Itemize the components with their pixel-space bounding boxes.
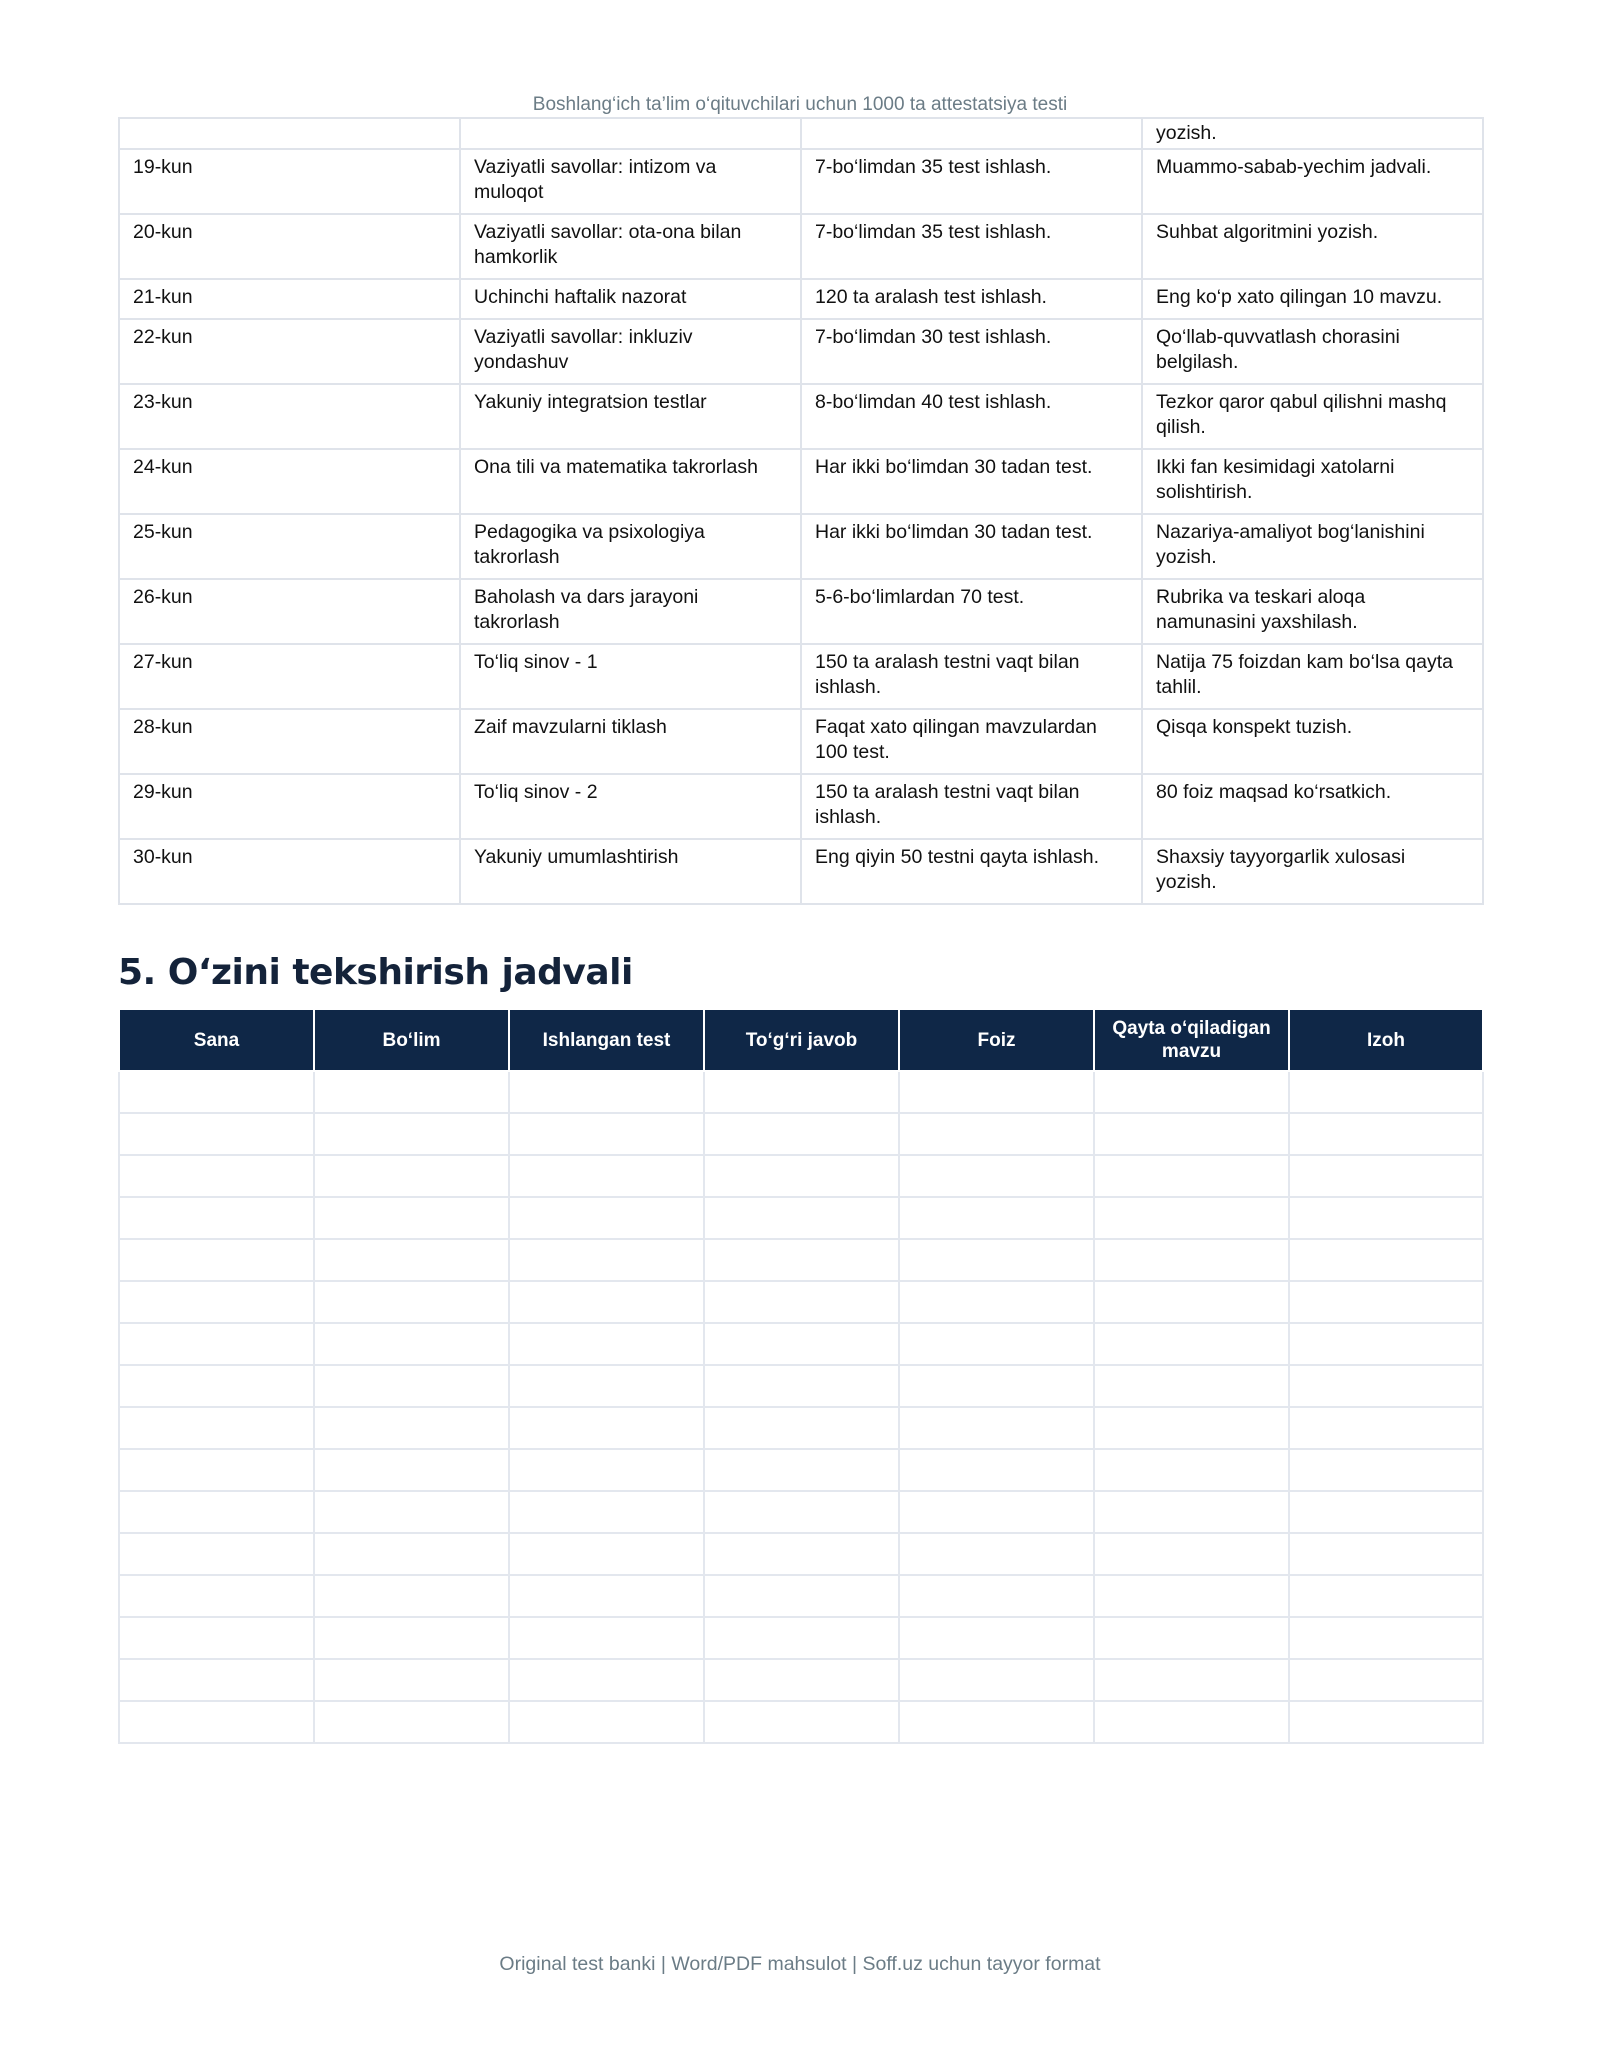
topic-cell: Zaif mavzularni tiklash — [460, 709, 801, 774]
page-footer: Original test banki | Word/PDF mahsulot | Soff.uz uchun tayyor format — [499, 1953, 1101, 1975]
empty-cell — [119, 1407, 314, 1449]
column-header: Ishlangan test — [509, 1009, 704, 1071]
empty-cell — [1094, 1197, 1289, 1239]
empty-cell — [899, 1533, 1094, 1575]
empty-cell — [704, 1365, 899, 1407]
empty-cell — [899, 1449, 1094, 1491]
empty-cell — [314, 1281, 509, 1323]
empty-cell — [509, 1197, 704, 1239]
empty-cell — [1289, 1491, 1483, 1533]
empty-cell — [314, 1239, 509, 1281]
table-row — [119, 1491, 1483, 1533]
empty-cell — [704, 1113, 899, 1155]
day-cell: 30-kun — [119, 839, 460, 904]
empty-cell — [1289, 1701, 1483, 1743]
empty-cell — [899, 1575, 1094, 1617]
empty-cell — [314, 1113, 509, 1155]
table-row — [119, 1113, 1483, 1155]
empty-cell — [1289, 1449, 1483, 1491]
table-row — [119, 1449, 1483, 1491]
empty-cell — [314, 1071, 509, 1113]
empty-cell — [509, 1239, 704, 1281]
empty-cell — [1094, 1491, 1289, 1533]
topic-cell: Yakuniy umumlashtirish — [460, 839, 801, 904]
empty-cell — [509, 1659, 704, 1701]
day-cell: 27-kun — [119, 644, 460, 709]
empty-cell — [1289, 1575, 1483, 1617]
topic-cell: To‘liq sinov - 2 — [460, 774, 801, 839]
empty-cell — [509, 1155, 704, 1197]
table-row — [119, 1155, 1483, 1197]
table-row — [119, 709, 1483, 774]
empty-cell — [899, 1113, 1094, 1155]
result-cell: Qisqa konspekt tuzish. — [1142, 709, 1483, 774]
empty-cell — [314, 1617, 509, 1659]
empty-cell — [509, 1281, 704, 1323]
day-cell: 23-kun — [119, 384, 460, 449]
topic-cell: Uchinchi haftalik nazorat — [460, 279, 801, 319]
table-row — [119, 1659, 1483, 1701]
empty-cell — [899, 1701, 1094, 1743]
empty-cell — [509, 1449, 704, 1491]
empty-cell — [1289, 1281, 1483, 1323]
empty-cell — [1289, 1239, 1483, 1281]
empty-cell — [509, 1071, 704, 1113]
result-cell: Tezkor qaror qabul qilishni mashq qilish. — [1142, 384, 1483, 449]
empty-cell — [704, 1701, 899, 1743]
empty-cell — [314, 1533, 509, 1575]
empty-cell — [119, 1239, 314, 1281]
empty-cell — [314, 1155, 509, 1197]
column-header: Bo‘lim — [314, 1009, 509, 1071]
empty-cell — [314, 1659, 509, 1701]
empty-cell — [899, 1239, 1094, 1281]
task-cell — [801, 118, 1142, 149]
table-row — [119, 1533, 1483, 1575]
topic-cell — [460, 118, 801, 149]
empty-cell — [119, 1197, 314, 1239]
table-row — [119, 1197, 1483, 1239]
empty-cell — [704, 1659, 899, 1701]
result-cell: Shaxsiy tayyorgarlik xulosasi yozish. — [1142, 839, 1483, 904]
empty-cell — [314, 1323, 509, 1365]
empty-cell — [119, 1701, 314, 1743]
result-cell: Muammo-sabab-yechim jadvali. — [1142, 149, 1483, 214]
topic-cell: Vaziyatli savollar: intizom va muloqot — [460, 149, 801, 214]
table-row — [119, 214, 1483, 279]
day-cell — [119, 118, 460, 149]
day-cell: 29-kun — [119, 774, 460, 839]
table-row — [119, 118, 1483, 149]
table-row — [119, 1323, 1483, 1365]
empty-cell — [1094, 1323, 1289, 1365]
table-row — [119, 1575, 1483, 1617]
task-cell: 5-6-bo‘limlardan 70 test. — [801, 579, 1142, 644]
empty-cell — [119, 1659, 314, 1701]
empty-cell — [1094, 1449, 1289, 1491]
empty-cell — [314, 1197, 509, 1239]
empty-cell — [119, 1575, 314, 1617]
result-cell: 80 foiz maqsad ko‘rsatkich. — [1142, 774, 1483, 839]
empty-cell — [119, 1155, 314, 1197]
empty-cell — [899, 1365, 1094, 1407]
topic-cell: Ona tili va matematika takrorlash — [460, 449, 801, 514]
empty-cell — [1289, 1197, 1483, 1239]
running-head: Boshlang‘ich ta’lim o‘qituvchilari uchun 1000 ta attestatsiya testi — [532, 94, 1068, 115]
empty-cell — [1289, 1071, 1483, 1113]
empty-cell — [1289, 1617, 1483, 1659]
table-row — [119, 579, 1483, 644]
task-cell: 7-bo‘limdan 35 test ishlash. — [801, 149, 1142, 214]
empty-cell — [704, 1197, 899, 1239]
table-header-row — [119, 1009, 1483, 1071]
empty-cell — [119, 1113, 314, 1155]
empty-cell — [314, 1491, 509, 1533]
topic-cell: Pedagogika va psixologiya takrorlash — [460, 514, 801, 579]
result-cell: Natija 75 foizdan kam bo‘lsa qayta tahlil. — [1142, 644, 1483, 709]
empty-cell — [119, 1533, 314, 1575]
empty-cell — [704, 1155, 899, 1197]
empty-cell — [899, 1323, 1094, 1365]
table-row — [119, 644, 1483, 709]
empty-cell — [1094, 1407, 1289, 1449]
day-cell: 20-kun — [119, 214, 460, 279]
empty-cell — [509, 1533, 704, 1575]
table-row — [119, 384, 1483, 449]
empty-cell — [1094, 1239, 1289, 1281]
table-row — [119, 1071, 1483, 1113]
table-row — [119, 774, 1483, 839]
task-cell: Eng qiyin 50 testni qayta ishlash. — [801, 839, 1142, 904]
empty-cell — [704, 1491, 899, 1533]
empty-cell — [899, 1281, 1094, 1323]
empty-cell — [899, 1071, 1094, 1113]
day-cell: 24-kun — [119, 449, 460, 514]
empty-cell — [1094, 1575, 1289, 1617]
empty-cell — [509, 1407, 704, 1449]
table-row — [119, 1239, 1483, 1281]
empty-cell — [1094, 1533, 1289, 1575]
table-row — [119, 1617, 1483, 1659]
day-cell: 22-kun — [119, 319, 460, 384]
column-header: Foiz — [899, 1009, 1094, 1071]
column-header: Qayta o‘qiladigan mavzu — [1094, 1009, 1289, 1071]
empty-cell — [704, 1281, 899, 1323]
empty-cell — [1289, 1113, 1483, 1155]
self-check-table — [118, 1008, 1484, 1744]
topic-cell: To‘liq sinov - 1 — [460, 644, 801, 709]
task-cell: Har ikki bo‘limdan 30 tadan test. — [801, 514, 1142, 579]
task-cell: 150 ta aralash testni vaqt bilan ishlash. — [801, 774, 1142, 839]
empty-cell — [899, 1617, 1094, 1659]
task-cell: 7-bo‘limdan 35 test ishlash. — [801, 214, 1142, 279]
empty-cell — [899, 1491, 1094, 1533]
empty-cell — [1289, 1407, 1483, 1449]
empty-cell — [704, 1071, 899, 1113]
empty-cell — [119, 1491, 314, 1533]
topic-cell: Vaziyatli savollar: inkluziv yondashuv — [460, 319, 801, 384]
table-row — [119, 1407, 1483, 1449]
empty-cell — [899, 1659, 1094, 1701]
day-cell: 26-kun — [119, 579, 460, 644]
empty-cell — [1094, 1365, 1289, 1407]
result-cell: Rubrika va teskari aloqa namunasini yaxshilash. — [1142, 579, 1483, 644]
empty-cell — [119, 1281, 314, 1323]
empty-cell — [509, 1323, 704, 1365]
empty-cell — [704, 1449, 899, 1491]
empty-cell — [509, 1617, 704, 1659]
empty-cell — [119, 1617, 314, 1659]
result-cell: Ikki fan kesimidagi xatolarni solishtirish. — [1142, 449, 1483, 514]
empty-cell — [704, 1407, 899, 1449]
table-row — [119, 319, 1483, 384]
table-row — [119, 514, 1483, 579]
empty-cell — [314, 1407, 509, 1449]
empty-cell — [704, 1617, 899, 1659]
study-plan-table — [118, 117, 1484, 905]
empty-cell — [314, 1575, 509, 1617]
empty-cell — [509, 1575, 704, 1617]
empty-cell — [704, 1323, 899, 1365]
empty-cell — [509, 1365, 704, 1407]
empty-cell — [1094, 1617, 1289, 1659]
empty-cell — [1289, 1533, 1483, 1575]
empty-cell — [704, 1239, 899, 1281]
topic-cell: Vaziyatli savollar: ota-ona bilan hamkorlik — [460, 214, 801, 279]
empty-cell — [314, 1365, 509, 1407]
empty-cell — [1094, 1281, 1289, 1323]
table-row — [119, 1365, 1483, 1407]
empty-cell — [509, 1491, 704, 1533]
day-cell: 21-kun — [119, 279, 460, 319]
empty-cell — [1094, 1659, 1289, 1701]
table-row — [119, 149, 1483, 214]
empty-cell — [119, 1323, 314, 1365]
empty-cell — [119, 1071, 314, 1113]
empty-cell — [314, 1449, 509, 1491]
empty-cell — [1289, 1365, 1483, 1407]
topic-cell: Baholash va dars jarayoni takrorlash — [460, 579, 801, 644]
section-title: 5. O‘zini tekshirish jadvali — [118, 952, 633, 993]
column-header: To‘g‘ri javob — [704, 1009, 899, 1071]
self-check-body — [119, 1071, 1483, 1743]
table-row — [119, 1281, 1483, 1323]
empty-cell — [899, 1197, 1094, 1239]
task-cell: 8-bo‘limdan 40 test ishlash. — [801, 384, 1142, 449]
result-cell: Eng ko‘p xato qilingan 10 mavzu. — [1142, 279, 1483, 319]
column-header: Izoh — [1289, 1009, 1483, 1071]
day-cell: 25-kun — [119, 514, 460, 579]
table-row — [119, 839, 1483, 904]
task-cell: 150 ta aralash testni vaqt bilan ishlash. — [801, 644, 1142, 709]
result-cell: Nazariya-amaliyot bog‘lanishini yozish. — [1142, 514, 1483, 579]
table-row — [119, 279, 1483, 319]
column-header: Sana — [119, 1009, 314, 1071]
table-row — [119, 449, 1483, 514]
empty-cell — [899, 1155, 1094, 1197]
empty-cell — [1289, 1323, 1483, 1365]
empty-cell — [119, 1365, 314, 1407]
task-cell: 120 ta aralash test ishlash. — [801, 279, 1142, 319]
empty-cell — [704, 1533, 899, 1575]
day-cell: 19-kun — [119, 149, 460, 214]
result-cell: Qo‘llab-quvvatlash chorasini belgilash. — [1142, 319, 1483, 384]
task-cell: Har ikki bo‘limdan 30 tadan test. — [801, 449, 1142, 514]
empty-cell — [1094, 1701, 1289, 1743]
empty-cell — [119, 1449, 314, 1491]
empty-cell — [899, 1407, 1094, 1449]
empty-cell — [1094, 1071, 1289, 1113]
result-cell: Suhbat algoritmini yozish. — [1142, 214, 1483, 279]
empty-cell — [1289, 1659, 1483, 1701]
result-cell: yozish. — [1142, 118, 1483, 149]
day-cell: 28-kun — [119, 709, 460, 774]
task-cell: Faqat xato qilingan mavzulardan 100 test. — [801, 709, 1142, 774]
table-row — [119, 1701, 1483, 1743]
study-plan-body — [119, 118, 1483, 904]
task-cell: 7-bo‘limdan 30 test ishlash. — [801, 319, 1142, 384]
empty-cell — [314, 1701, 509, 1743]
empty-cell — [1094, 1113, 1289, 1155]
empty-cell — [1289, 1155, 1483, 1197]
empty-cell — [509, 1701, 704, 1743]
empty-cell — [704, 1575, 899, 1617]
empty-cell — [509, 1113, 704, 1155]
empty-cell — [1094, 1155, 1289, 1197]
topic-cell: Yakuniy integratsion testlar — [460, 384, 801, 449]
